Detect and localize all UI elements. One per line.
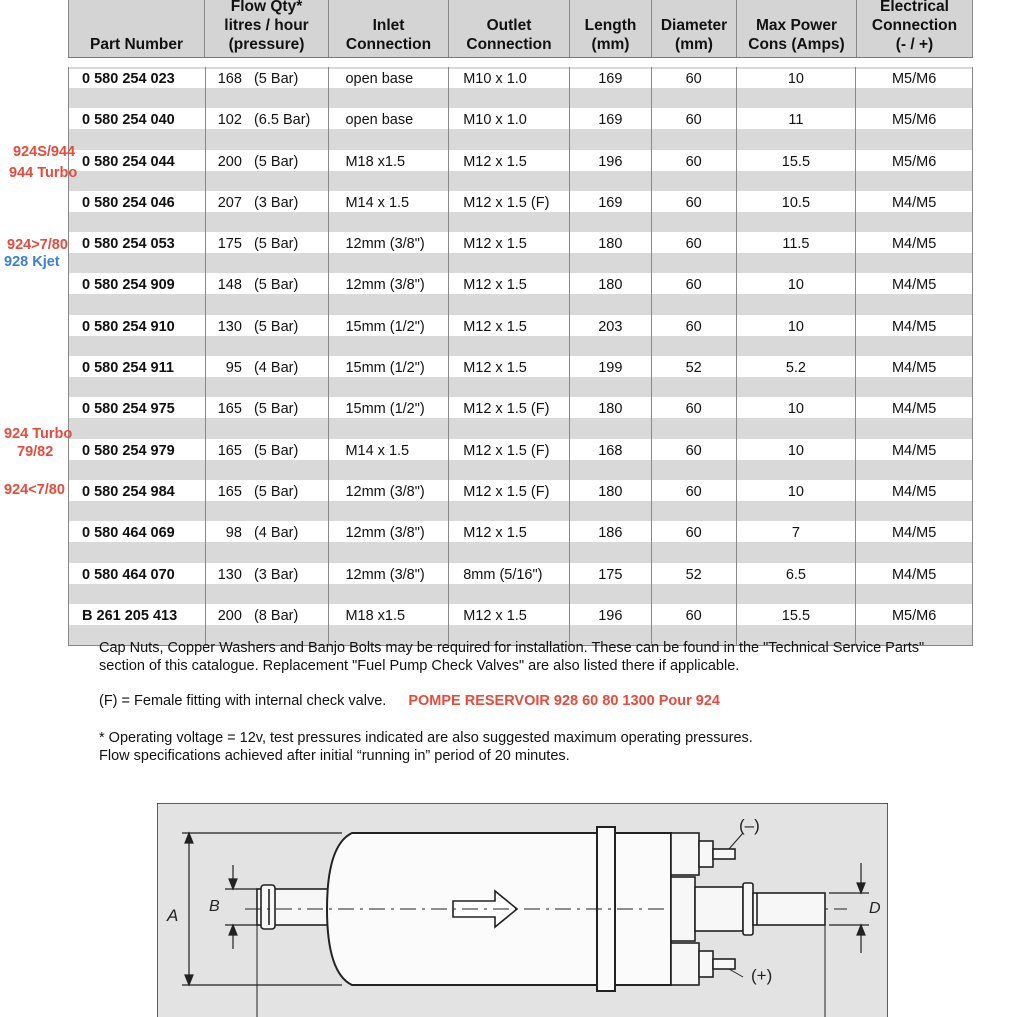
header-part-number xyxy=(68,0,204,57)
header-text: Flow Qty* litres / hour (pressure) xyxy=(224,0,309,53)
cell-electrical: M4/M5 xyxy=(855,191,972,232)
cell-part-number: 0 580 254 984 xyxy=(82,483,175,500)
cell-amps: 11.5 xyxy=(736,232,856,273)
header-text: Part Number xyxy=(89,36,184,53)
cell-amps: 6.5 xyxy=(736,563,856,604)
cell-length: 175 xyxy=(569,563,651,604)
table-row xyxy=(69,191,972,232)
annotation-924-turbo: 924 Turbo xyxy=(4,426,73,442)
cell-outlet: M12 x 1.5 xyxy=(448,273,569,314)
cell-amps: 10 xyxy=(736,397,856,438)
cell-diameter: 52 xyxy=(651,563,736,604)
cell-part-number: 0 580 464 069 xyxy=(82,525,175,542)
cell-diameter: 60 xyxy=(651,273,736,314)
cell-amps: 5.2 xyxy=(736,356,856,397)
cell-electrical: M4/M5 xyxy=(855,232,972,273)
cell-diameter: 60 xyxy=(651,108,736,149)
cell-electrical: M4/M5 xyxy=(855,439,972,480)
cell-electrical: M4/M5 xyxy=(855,315,972,356)
cell-flow: 168 (5 Bar) xyxy=(205,67,329,108)
cell-inlet: 12mm (3/8") xyxy=(328,232,448,273)
cell-flow: 98 (4 Bar) xyxy=(205,521,329,562)
cell-amps: 15.5 xyxy=(736,150,856,191)
fuel-pump-drawing xyxy=(157,803,888,1017)
cell-flow: 148 (5 Bar) xyxy=(205,273,329,314)
table-row xyxy=(69,356,972,397)
inlet-pipe xyxy=(257,885,337,929)
cell-part-number: B 261 205 413 xyxy=(82,607,178,624)
cell-outlet: 8mm (5/16") xyxy=(448,563,569,604)
cell-diameter: 60 xyxy=(651,315,736,356)
note-cap-nuts xyxy=(99,639,924,675)
note-line: Cap Nuts, Copper Washers and Banjo Bolts may be required for installation. These can be found in the "Technical Service Parts" xyxy=(99,640,925,656)
header-outlet xyxy=(448,0,569,57)
cell-length: 203 xyxy=(569,315,651,356)
cell-amps: 15.5 xyxy=(736,604,856,645)
cell-length: 199 xyxy=(569,356,651,397)
header-text: Max Power Cons (Amps) xyxy=(748,17,845,53)
cell-electrical: M4/M5 xyxy=(855,397,972,438)
cell-length: 169 xyxy=(569,67,651,108)
cell-length: 169 xyxy=(569,191,651,232)
note-female-fitting xyxy=(99,692,720,710)
header-flow xyxy=(204,0,328,57)
cell-inlet: M14 x 1.5 xyxy=(328,191,448,232)
table-row xyxy=(69,150,972,191)
cell-electrical: M5/M6 xyxy=(855,108,972,149)
cell-outlet: M12 x 1.5 xyxy=(448,150,569,191)
cell-outlet: M10 x 1.0 xyxy=(448,108,569,149)
cell-length: 168 xyxy=(569,439,651,480)
cell-flow: 165 (5 Bar) xyxy=(205,480,329,521)
cell-part-number: 0 580 254 911 xyxy=(82,360,174,377)
cell-amps: 10 xyxy=(736,439,856,480)
label-plus: (+) xyxy=(751,966,773,985)
header-inlet xyxy=(328,0,448,57)
cell-part-number: 0 580 254 044 xyxy=(82,153,175,170)
cell-outlet: M12 x 1.5 (F) xyxy=(448,191,569,232)
annotation-924s-944: 924S/944 xyxy=(13,144,76,160)
cell-inlet: M14 x 1.5 xyxy=(328,439,448,480)
header-text: Length (mm) xyxy=(584,17,637,53)
cell-inlet: 12mm (3/8") xyxy=(328,273,448,314)
header-amps xyxy=(736,0,856,57)
cell-flow: 175 (5 Bar) xyxy=(205,232,329,273)
cell-inlet: 12mm (3/8") xyxy=(328,563,448,604)
table-row xyxy=(69,273,972,314)
cell-diameter: 60 xyxy=(651,232,736,273)
cell-diameter: 52 xyxy=(651,356,736,397)
cell-inlet: 15mm (1/2") xyxy=(328,315,448,356)
cell-length: 169 xyxy=(569,108,651,149)
cell-electrical: M4/M5 xyxy=(855,356,972,397)
cell-diameter: 60 xyxy=(651,191,736,232)
label-d: D xyxy=(869,900,881,917)
cell-outlet: M12 x 1.5 xyxy=(448,604,569,645)
cell-amps: 10 xyxy=(736,273,856,314)
cell-part-number: 0 580 254 040 xyxy=(82,112,175,129)
header-text: Electrical Connection (- / +) xyxy=(871,0,958,53)
cell-amps: 10.5 xyxy=(736,191,856,232)
cell-length: 180 xyxy=(569,480,651,521)
table-row xyxy=(69,315,972,356)
annotation-944-turbo: 944 Turbo xyxy=(9,165,78,181)
cell-outlet: M12 x 1.5 (F) xyxy=(448,439,569,480)
cell-diameter: 60 xyxy=(651,150,736,191)
header-diameter xyxy=(651,0,736,57)
cell-flow: 165 (5 Bar) xyxy=(205,439,329,480)
table-row xyxy=(69,521,972,562)
cell-part-number: 0 580 254 046 xyxy=(82,194,175,211)
table-row xyxy=(69,232,972,273)
cell-part-number: 0 580 254 053 xyxy=(82,236,175,253)
cell-diameter: 60 xyxy=(651,67,736,108)
cell-electrical: M5/M6 xyxy=(855,67,972,108)
cell-electrical: M5/M6 xyxy=(855,604,972,645)
cell-diameter: 60 xyxy=(651,604,736,645)
cell-diameter: 60 xyxy=(651,397,736,438)
note-line: (F) = Female fitting with internal check valve. xyxy=(99,693,387,709)
cell-diameter: 60 xyxy=(651,521,736,562)
note-line: section of this catalogue. Replacement "Fuel Pump Check Valves" are also listed there if applicable. xyxy=(99,658,740,674)
note-line: Flow specifications achieved after initial “running in” period of 20 minutes. xyxy=(99,748,570,764)
header-text: Diameter (mm) xyxy=(660,17,728,53)
label-b: B xyxy=(209,898,220,915)
cell-length: 180 xyxy=(569,273,651,314)
cell-amps: 10 xyxy=(736,315,856,356)
cell-length: 180 xyxy=(569,397,651,438)
cell-outlet: M12 x 1.5 (F) xyxy=(448,397,569,438)
cell-electrical: M4/M5 xyxy=(855,273,972,314)
table-row xyxy=(69,108,972,149)
cell-inlet: M18 x1.5 xyxy=(328,604,448,645)
cell-diameter: 60 xyxy=(651,439,736,480)
cell-flow: 200 (8 Bar) xyxy=(205,604,329,645)
annotation-928-kjet: 928 Kjet xyxy=(4,254,60,270)
cell-part-number: 0 580 254 023 xyxy=(82,71,175,87)
cell-flow: 102 (6.5 Bar) xyxy=(205,108,329,149)
cell-part-number: 0 580 254 909 xyxy=(82,277,175,294)
cell-inlet: open base xyxy=(328,108,448,149)
label-a: A xyxy=(167,906,179,925)
cell-amps: 10 xyxy=(736,67,856,108)
note-line: * Operating voltage = 12v, test pressures indicated are also suggested maximum operating pressures. xyxy=(99,730,753,746)
annotation-79-82: 79/82 xyxy=(17,444,54,460)
cell-outlet: M12 x 1.5 xyxy=(448,521,569,562)
table-row xyxy=(69,480,972,521)
cell-flow: 130 (5 Bar) xyxy=(205,315,329,356)
table-row xyxy=(69,563,972,604)
cell-inlet: 12mm (3/8") xyxy=(328,521,448,562)
table-row xyxy=(69,67,972,108)
cell-outlet: M12 x 1.5 (F) xyxy=(448,480,569,521)
annotation-924-lt-7-80: 924<7/80 xyxy=(4,482,65,498)
cell-part-number: 0 580 464 070 xyxy=(82,566,175,583)
cell-electrical: M4/M5 xyxy=(855,563,972,604)
cell-outlet: M12 x 1.5 xyxy=(448,356,569,397)
note-operating-voltage xyxy=(99,729,753,765)
cell-flow: 207 (3 Bar) xyxy=(205,191,329,232)
cell-diameter: 60 xyxy=(651,480,736,521)
cell-outlet: M12 x 1.5 xyxy=(448,315,569,356)
cell-inlet: 15mm (1/2") xyxy=(328,397,448,438)
table-body xyxy=(68,67,973,646)
header-electrical xyxy=(856,0,973,57)
cell-inlet: open base xyxy=(328,67,448,108)
cell-flow: 95 (4 Bar) xyxy=(205,356,329,397)
cell-amps: 11 xyxy=(736,108,856,149)
cell-part-number: 0 580 254 979 xyxy=(82,442,175,459)
table-row xyxy=(69,439,972,480)
cell-length: 186 xyxy=(569,521,651,562)
cell-part-number: 0 580 254 910 xyxy=(82,318,175,335)
header-length xyxy=(569,0,651,57)
table-header xyxy=(68,0,973,58)
cell-outlet: M10 x 1.0 xyxy=(448,67,569,108)
cell-electrical: M4/M5 xyxy=(855,480,972,521)
cell-length: 180 xyxy=(569,232,651,273)
cell-length: 196 xyxy=(569,604,651,645)
cell-flow: 165 (5 Bar) xyxy=(205,397,329,438)
cell-flow: 130 (3 Bar) xyxy=(205,563,329,604)
cell-electrical: M5/M6 xyxy=(855,150,972,191)
cell-outlet: M12 x 1.5 xyxy=(448,232,569,273)
cell-amps: 10 xyxy=(736,480,856,521)
cell-inlet: 12mm (3/8") xyxy=(328,480,448,521)
cell-amps: 7 xyxy=(736,521,856,562)
label-minus: (–) xyxy=(739,816,760,835)
note-pompe-reservoir: POMPE RESERVOIR 928 60 80 1300 Pour 924 xyxy=(408,693,720,709)
cell-inlet: M18 x1.5 xyxy=(328,150,448,191)
cell-inlet: 15mm (1/2") xyxy=(328,356,448,397)
annotation-924-gt-7-80: 924>7/80 xyxy=(7,237,68,253)
header-text: Inlet Connection xyxy=(345,17,432,53)
cell-length: 196 xyxy=(569,150,651,191)
cell-part-number: 0 580 254 975 xyxy=(82,401,175,418)
cell-flow: 200 (5 Bar) xyxy=(205,150,329,191)
cell-electrical: M4/M5 xyxy=(855,521,972,562)
header-text: Outlet Connection xyxy=(466,17,552,53)
table-row xyxy=(69,397,972,438)
